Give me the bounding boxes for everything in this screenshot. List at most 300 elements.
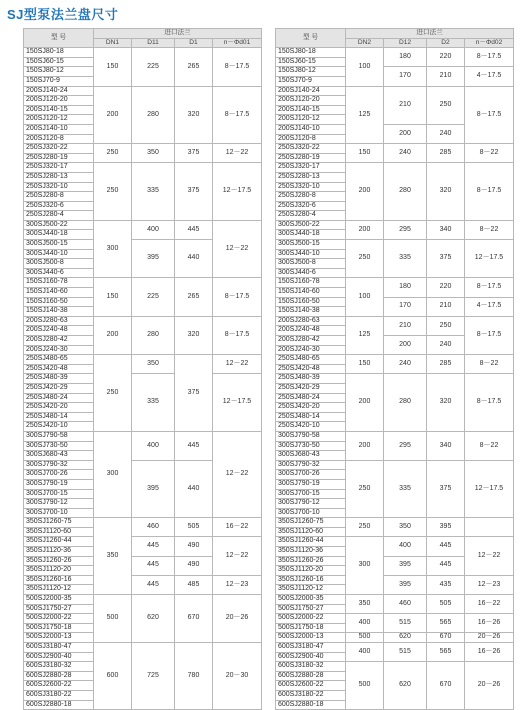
right-model-cell: 350SJ1260-75 bbox=[276, 518, 346, 528]
flange-table-right bbox=[275, 28, 514, 710]
right-model-cell: 500SJ2000-35 bbox=[276, 595, 346, 605]
left-model-cell: 300SJ440-10 bbox=[24, 249, 94, 259]
right-model-cell: 500SJ1750-27 bbox=[276, 604, 346, 614]
right-model-cell: 200SJ280-42 bbox=[276, 336, 346, 346]
left-model-cell: 500SJ1750-18 bbox=[24, 623, 94, 633]
table-row bbox=[276, 518, 514, 528]
right-model-cell: 250SJ480-39 bbox=[276, 374, 346, 384]
right-value-cell: 620 bbox=[384, 662, 427, 710]
table-row bbox=[276, 662, 514, 672]
left-value-cell: 300 bbox=[94, 220, 132, 278]
left-model-cell: 350SJ1260-44 bbox=[24, 537, 94, 547]
right-value-cell: 170 bbox=[384, 297, 427, 316]
left-value-cell: 485 bbox=[175, 575, 213, 594]
right-value-cell: 8－17.5 bbox=[465, 374, 514, 432]
left-value-cell: 265 bbox=[175, 48, 213, 86]
right-value-cell: 210 bbox=[384, 316, 427, 335]
right-model-cell: 600SJ3180-47 bbox=[276, 643, 346, 653]
right-value-cell: 4－17.5 bbox=[465, 297, 514, 316]
right-value-cell: 125 bbox=[346, 86, 384, 144]
table-row bbox=[276, 297, 514, 307]
left-value-cell: 600 bbox=[94, 643, 132, 710]
right-value-cell: 8－22 bbox=[465, 431, 514, 460]
left-value-cell: 225 bbox=[132, 278, 175, 316]
right-value-cell: 505 bbox=[427, 595, 465, 614]
left-model-cell: 150SJ160-50 bbox=[24, 297, 94, 307]
left-value-cell: 350 bbox=[132, 144, 175, 163]
right-value-cell: 200 bbox=[346, 163, 384, 221]
left-model-cell: 300SJ700-26 bbox=[24, 470, 94, 480]
left-model-cell: 300SJ730-50 bbox=[24, 441, 94, 451]
right-value-cell: 250 bbox=[427, 316, 465, 335]
table-row bbox=[24, 86, 262, 96]
left-value-cell: 320 bbox=[175, 316, 213, 354]
left-value-cell: 250 bbox=[94, 355, 132, 432]
left-model-cell: 250SJ420-20 bbox=[24, 403, 94, 413]
right-value-cell: 200 bbox=[346, 220, 384, 239]
table-row bbox=[276, 575, 514, 585]
left-model-cell: 300SJ440-6 bbox=[24, 268, 94, 278]
left-value-cell: 12－17.5 bbox=[213, 374, 262, 432]
right-value-cell: 200 bbox=[346, 374, 384, 432]
left-model-cell: 150SJ80-12 bbox=[24, 67, 94, 77]
table-row bbox=[24, 431, 262, 441]
right-value-cell: 8－17.5 bbox=[465, 316, 514, 354]
right-model-cell: 250SJ480-14 bbox=[276, 412, 346, 422]
left-value-cell: 8－17.5 bbox=[213, 48, 262, 86]
left-model-cell: 250SJ280-13 bbox=[24, 172, 94, 182]
left-value-cell: 12－22 bbox=[213, 220, 262, 278]
right-model-cell: 600SJ3180-22 bbox=[276, 690, 346, 700]
right-value-cell: 240 bbox=[384, 355, 427, 374]
left-value-cell: 335 bbox=[132, 163, 175, 221]
left-value-cell: 375 bbox=[175, 144, 213, 163]
left-value-cell: 445 bbox=[132, 537, 175, 556]
left-model-cell: 350SJ1120-36 bbox=[24, 547, 94, 557]
left-model-cell: 250SJ280-8 bbox=[24, 192, 94, 202]
right-model-cell: 250SJ320-22 bbox=[276, 144, 346, 154]
left-value-cell: 505 bbox=[175, 518, 213, 537]
right-model-cell: 300SJ790-12 bbox=[276, 499, 346, 509]
right-value-cell: 16－22 bbox=[465, 595, 514, 614]
right-value-cell: 280 bbox=[384, 374, 427, 432]
right-value-cell: 500 bbox=[346, 633, 384, 643]
page-title: SJ型泵法兰盘尺寸 bbox=[7, 7, 119, 22]
table-row bbox=[276, 460, 514, 470]
header-model: 型 号 bbox=[24, 29, 94, 48]
table-row bbox=[276, 355, 514, 365]
right-value-cell bbox=[465, 518, 514, 537]
right-value-cell: 670 bbox=[427, 662, 465, 710]
right-value-cell: 295 bbox=[384, 220, 427, 239]
table-row bbox=[24, 518, 262, 528]
right-model-cell: 350SJ1120-12 bbox=[276, 585, 346, 595]
right-value-cell: 250 bbox=[427, 86, 465, 124]
left-value-cell: 350 bbox=[132, 355, 175, 374]
right-value-cell: 150 bbox=[346, 144, 384, 163]
right-model-cell: 600SJ2600-22 bbox=[276, 681, 346, 691]
left-model-cell: 150SJ60-15 bbox=[24, 57, 94, 67]
header-d2: D2 bbox=[427, 38, 465, 48]
right-model-cell: 250SJ480-24 bbox=[276, 393, 346, 403]
table-row bbox=[24, 220, 262, 230]
left-value-cell: 440 bbox=[175, 240, 213, 278]
left-model-cell: 600SJ3180-32 bbox=[24, 662, 94, 672]
right-value-cell: 12－17.5 bbox=[465, 240, 514, 278]
header-model: 型 号 bbox=[276, 29, 346, 48]
table-row bbox=[24, 48, 262, 58]
right-value-cell: 220 bbox=[427, 278, 465, 297]
right-value-cell: 435 bbox=[427, 575, 465, 594]
header-inlet-flange: 进口法兰 bbox=[346, 29, 514, 39]
table-row bbox=[276, 633, 514, 643]
table-row bbox=[276, 144, 514, 154]
left-model-cell: 500SJ2000-22 bbox=[24, 614, 94, 624]
table-row bbox=[276, 614, 514, 624]
right-model-cell: 300SJ730-50 bbox=[276, 441, 346, 451]
right-model-cell: 250SJ280-4 bbox=[276, 211, 346, 221]
left-model-cell: 150SJ80-18 bbox=[24, 48, 94, 58]
left-model-cell: 350SJ1120-12 bbox=[24, 585, 94, 595]
left-value-cell: 12－22 bbox=[213, 355, 262, 374]
left-model-cell: 250SJ320-6 bbox=[24, 201, 94, 211]
right-value-cell: 300 bbox=[346, 537, 384, 595]
left-value-cell: 265 bbox=[175, 278, 213, 316]
left-model-cell: 250SJ280-19 bbox=[24, 153, 94, 163]
right-model-cell: 150SJ70-9 bbox=[276, 76, 346, 86]
right-value-cell: 200 bbox=[384, 124, 427, 143]
right-model-cell: 300SJ700-10 bbox=[276, 508, 346, 518]
right-model-cell: 200SJ140-24 bbox=[276, 86, 346, 96]
left-model-cell: 250SJ480-39 bbox=[24, 374, 94, 384]
left-value-cell: 250 bbox=[94, 163, 132, 221]
left-value-cell: 395 bbox=[132, 240, 175, 278]
right-model-cell: 200SJ120-8 bbox=[276, 134, 346, 144]
right-model-cell: 250SJ280-8 bbox=[276, 192, 346, 202]
left-value-cell: 200 bbox=[94, 86, 132, 144]
right-value-cell: 250 bbox=[346, 460, 384, 518]
flange-table-left bbox=[23, 28, 262, 710]
table-row bbox=[276, 220, 514, 230]
table-row bbox=[276, 67, 514, 77]
right-value-cell: 565 bbox=[427, 643, 465, 662]
left-model-cell: 350SJ1120-20 bbox=[24, 566, 94, 576]
left-model-cell: 250SJ320-17 bbox=[24, 163, 94, 173]
right-value-cell: 460 bbox=[384, 595, 427, 614]
right-model-cell: 350SJ1120-36 bbox=[276, 547, 346, 557]
right-model-cell: 250SJ420-29 bbox=[276, 383, 346, 393]
right-model-cell: 350SJ1120-20 bbox=[276, 566, 346, 576]
left-value-cell: 440 bbox=[175, 460, 213, 518]
left-value-cell: 445 bbox=[132, 556, 175, 575]
left-value-cell: 445 bbox=[175, 431, 213, 460]
left-model-cell: 350SJ1120-60 bbox=[24, 527, 94, 537]
right-value-cell: 20－26 bbox=[465, 662, 514, 710]
right-value-cell: 350 bbox=[346, 595, 384, 614]
right-value-cell: 8－22 bbox=[465, 355, 514, 374]
right-model-cell: 300SJ500-8 bbox=[276, 259, 346, 269]
left-value-cell: 500 bbox=[94, 595, 132, 643]
left-model-cell: 200SJ120-12 bbox=[24, 115, 94, 125]
right-value-cell: 180 bbox=[384, 278, 427, 297]
right-value-cell: 395 bbox=[384, 556, 427, 575]
right-value-cell: 200 bbox=[384, 336, 427, 355]
left-model-cell: 250SJ320-22 bbox=[24, 144, 94, 154]
right-value-cell: 400 bbox=[346, 643, 384, 662]
right-value-cell: 220 bbox=[427, 48, 465, 67]
right-value-cell: 250 bbox=[346, 240, 384, 278]
header-dn: DN1 bbox=[94, 38, 132, 48]
right-model-cell: 150SJ140-60 bbox=[276, 288, 346, 298]
right-model-cell: 300SJ440-18 bbox=[276, 230, 346, 240]
right-model-cell: 300SJ500-15 bbox=[276, 240, 346, 250]
left-value-cell: 16－22 bbox=[213, 518, 262, 537]
table-row bbox=[276, 431, 514, 441]
right-value-cell: 100 bbox=[346, 278, 384, 316]
right-model-cell: 500SJ2000-22 bbox=[276, 614, 346, 624]
left-value-cell: 225 bbox=[132, 48, 175, 86]
right-model-cell: 200SJ240-30 bbox=[276, 345, 346, 355]
right-model-cell: 600SJ2880-18 bbox=[276, 700, 346, 710]
table-row bbox=[276, 643, 514, 653]
table-row bbox=[276, 316, 514, 326]
right-value-cell: 20－26 bbox=[465, 633, 514, 643]
left-value-cell: 780 bbox=[175, 643, 213, 710]
left-value-cell: 350 bbox=[94, 518, 132, 595]
left-value-cell: 12－22 bbox=[213, 144, 262, 163]
right-value-cell: 500 bbox=[346, 662, 384, 710]
right-value-cell: 445 bbox=[427, 556, 465, 575]
left-model-cell: 300SJ500-8 bbox=[24, 259, 94, 269]
left-model-cell: 200SJ120-20 bbox=[24, 96, 94, 106]
left-model-cell: 300SJ700-15 bbox=[24, 489, 94, 499]
right-model-cell: 200SJ140-10 bbox=[276, 124, 346, 134]
right-value-cell: 12－23 bbox=[465, 575, 514, 594]
left-model-cell: 200SJ120-8 bbox=[24, 134, 94, 144]
right-model-cell: 200SJ120-12 bbox=[276, 115, 346, 125]
right-value-cell: 280 bbox=[384, 163, 427, 221]
left-value-cell: 395 bbox=[132, 460, 175, 518]
right-value-cell: 620 bbox=[384, 633, 427, 643]
table-row bbox=[276, 163, 514, 173]
right-model-cell: 600SJ2880-28 bbox=[276, 671, 346, 681]
left-model-cell: 300SJ700-10 bbox=[24, 508, 94, 518]
right-value-cell: 395 bbox=[384, 575, 427, 594]
right-value-cell: 320 bbox=[427, 163, 465, 221]
table-row bbox=[24, 144, 262, 154]
left-value-cell: 250 bbox=[94, 144, 132, 163]
right-model-cell: 250SJ280-13 bbox=[276, 172, 346, 182]
left-model-cell: 200SJ140-10 bbox=[24, 124, 94, 134]
left-value-cell: 20－26 bbox=[213, 595, 262, 643]
left-model-cell: 350SJ1260-16 bbox=[24, 575, 94, 585]
right-value-cell: 8－17.5 bbox=[465, 278, 514, 297]
left-model-cell: 300SJ680-43 bbox=[24, 451, 94, 461]
left-value-cell: 460 bbox=[132, 518, 175, 537]
left-model-cell: 250SJ280-4 bbox=[24, 211, 94, 221]
left-model-cell: 250SJ420-29 bbox=[24, 383, 94, 393]
right-value-cell: 240 bbox=[427, 336, 465, 355]
right-model-cell: 300SJ790-32 bbox=[276, 460, 346, 470]
right-model-cell: 250SJ420-48 bbox=[276, 364, 346, 374]
header-d1: D1 bbox=[175, 38, 213, 48]
right-value-cell: 340 bbox=[427, 431, 465, 460]
right-value-cell: 240 bbox=[384, 144, 427, 163]
left-value-cell: 375 bbox=[175, 163, 213, 221]
right-model-cell: 150SJ160-50 bbox=[276, 297, 346, 307]
table-row bbox=[24, 374, 262, 384]
left-model-cell: 600SJ2880-28 bbox=[24, 671, 94, 681]
right-value-cell: 400 bbox=[346, 614, 384, 633]
left-model-cell: 250SJ320-10 bbox=[24, 182, 94, 192]
left-value-cell: 320 bbox=[175, 86, 213, 144]
table-row bbox=[24, 537, 262, 547]
right-value-cell: 515 bbox=[384, 614, 427, 633]
right-model-cell: 300SJ790-19 bbox=[276, 479, 346, 489]
right-model-cell: 150SJ160-78 bbox=[276, 278, 346, 288]
right-value-cell: 295 bbox=[384, 431, 427, 460]
right-model-cell: 300SJ680-43 bbox=[276, 451, 346, 461]
right-model-cell: 250SJ420-20 bbox=[276, 403, 346, 413]
right-value-cell: 395 bbox=[427, 518, 465, 537]
left-value-cell: 12－22 bbox=[213, 537, 262, 575]
right-model-cell: 600SJ2900-40 bbox=[276, 652, 346, 662]
right-value-cell: 8－17.5 bbox=[465, 48, 514, 67]
left-value-cell: 200 bbox=[94, 316, 132, 354]
right-model-cell: 300SJ700-26 bbox=[276, 470, 346, 480]
right-model-cell: 200SJ140-15 bbox=[276, 105, 346, 115]
right-value-cell: 335 bbox=[384, 240, 427, 278]
left-value-cell: 400 bbox=[132, 431, 175, 460]
right-model-cell: 150SJ80-18 bbox=[276, 48, 346, 58]
left-value-cell: 335 bbox=[132, 374, 175, 432]
left-model-cell: 300SJ500-22 bbox=[24, 220, 94, 230]
right-value-cell: 170 bbox=[384, 67, 427, 86]
left-value-cell: 490 bbox=[175, 556, 213, 575]
table-row bbox=[24, 575, 262, 585]
right-value-cell: 375 bbox=[427, 460, 465, 518]
left-model-cell: 150SJ160-78 bbox=[24, 278, 94, 288]
right-model-cell: 500SJ1750-18 bbox=[276, 623, 346, 633]
right-value-cell: 240 bbox=[427, 124, 465, 143]
header-d11: D11 bbox=[132, 38, 175, 48]
left-model-cell: 200SJ280-42 bbox=[24, 336, 94, 346]
left-value-cell: 12－17.5 bbox=[213, 163, 262, 221]
right-value-cell: 16－26 bbox=[465, 614, 514, 633]
left-value-cell: 150 bbox=[94, 48, 132, 86]
table-row bbox=[276, 595, 514, 605]
left-value-cell: 670 bbox=[175, 595, 213, 643]
header-bolt: n－Φd01 bbox=[213, 38, 262, 48]
table-row bbox=[24, 595, 262, 605]
right-model-cell: 250SJ320-17 bbox=[276, 163, 346, 173]
left-model-cell: 200SJ140-15 bbox=[24, 105, 94, 115]
right-value-cell: 375 bbox=[427, 240, 465, 278]
right-value-cell: 445 bbox=[427, 537, 465, 556]
right-value-cell: 16－26 bbox=[465, 643, 514, 662]
left-value-cell: 400 bbox=[132, 220, 175, 239]
left-model-cell: 600SJ2880-18 bbox=[24, 700, 94, 710]
table-row bbox=[276, 278, 514, 288]
right-value-cell: 350 bbox=[384, 518, 427, 537]
right-model-cell: 600SJ3180-32 bbox=[276, 662, 346, 672]
right-model-cell: 300SJ440-6 bbox=[276, 268, 346, 278]
right-model-cell: 350SJ1120-60 bbox=[276, 527, 346, 537]
right-model-cell: 500SJ2000-13 bbox=[276, 633, 346, 643]
left-value-cell: 445 bbox=[132, 575, 175, 594]
left-model-cell: 350SJ1260-75 bbox=[24, 518, 94, 528]
right-model-cell: 250SJ480-65 bbox=[276, 355, 346, 365]
left-model-cell: 300SJ790-12 bbox=[24, 499, 94, 509]
right-value-cell: 210 bbox=[384, 86, 427, 124]
right-model-cell: 300SJ500-22 bbox=[276, 220, 346, 230]
right-model-cell: 150SJ80-12 bbox=[276, 67, 346, 77]
left-value-cell: 620 bbox=[132, 595, 175, 643]
right-value-cell: 340 bbox=[427, 220, 465, 239]
right-value-cell: 12－22 bbox=[465, 537, 514, 575]
right-value-cell: 8－17.5 bbox=[465, 163, 514, 221]
header-inlet-flange: 进口法兰 bbox=[94, 29, 262, 39]
table-row bbox=[24, 355, 262, 365]
table-row bbox=[276, 240, 514, 250]
left-value-cell: 20－30 bbox=[213, 643, 262, 710]
left-model-cell: 150SJ140-38 bbox=[24, 307, 94, 317]
left-value-cell: 8－17.5 bbox=[213, 316, 262, 354]
right-value-cell: 8－17.5 bbox=[465, 86, 514, 144]
right-model-cell: 350SJ1260-26 bbox=[276, 556, 346, 566]
right-value-cell: 285 bbox=[427, 144, 465, 163]
right-model-cell: 250SJ320-6 bbox=[276, 201, 346, 211]
right-value-cell: 12－17.5 bbox=[465, 460, 514, 518]
left-value-cell: 12－22 bbox=[213, 431, 262, 517]
right-model-cell: 300SJ790-58 bbox=[276, 431, 346, 441]
table-row bbox=[24, 316, 262, 326]
right-value-cell: 250 bbox=[346, 518, 384, 537]
table-row bbox=[276, 48, 514, 58]
left-model-cell: 300SJ790-58 bbox=[24, 431, 94, 441]
left-value-cell: 725 bbox=[132, 643, 175, 710]
left-value-cell: 280 bbox=[132, 316, 175, 354]
left-model-cell: 250SJ420-10 bbox=[24, 422, 94, 432]
right-value-cell: 150 bbox=[346, 355, 384, 374]
left-model-cell: 500SJ2000-13 bbox=[24, 633, 94, 643]
right-value-cell: 285 bbox=[427, 355, 465, 374]
header-dn: DN2 bbox=[346, 38, 384, 48]
right-value-cell: 210 bbox=[427, 67, 465, 86]
left-model-cell: 250SJ420-48 bbox=[24, 364, 94, 374]
right-value-cell: 210 bbox=[427, 297, 465, 316]
left-model-cell: 200SJ240-48 bbox=[24, 326, 94, 336]
right-model-cell: 200SJ120-20 bbox=[276, 96, 346, 106]
right-model-cell: 200SJ280-63 bbox=[276, 316, 346, 326]
left-value-cell: 445 bbox=[175, 220, 213, 239]
left-model-cell: 150SJ140-60 bbox=[24, 288, 94, 298]
table-row bbox=[24, 278, 262, 288]
left-model-cell: 600SJ2600-22 bbox=[24, 681, 94, 691]
table-row bbox=[24, 643, 262, 653]
table-row bbox=[276, 374, 514, 384]
left-model-cell: 500SJ1750-27 bbox=[24, 604, 94, 614]
left-model-cell: 300SJ790-32 bbox=[24, 460, 94, 470]
table-row bbox=[276, 86, 514, 96]
right-value-cell: 400 bbox=[384, 537, 427, 556]
left-value-cell: 375 bbox=[175, 355, 213, 432]
left-value-cell: 8－17.5 bbox=[213, 278, 262, 316]
right-value-cell: 8－22 bbox=[465, 220, 514, 239]
right-value-cell: 100 bbox=[346, 48, 384, 86]
left-model-cell: 600SJ3180-22 bbox=[24, 690, 94, 700]
right-model-cell: 300SJ700-15 bbox=[276, 489, 346, 499]
